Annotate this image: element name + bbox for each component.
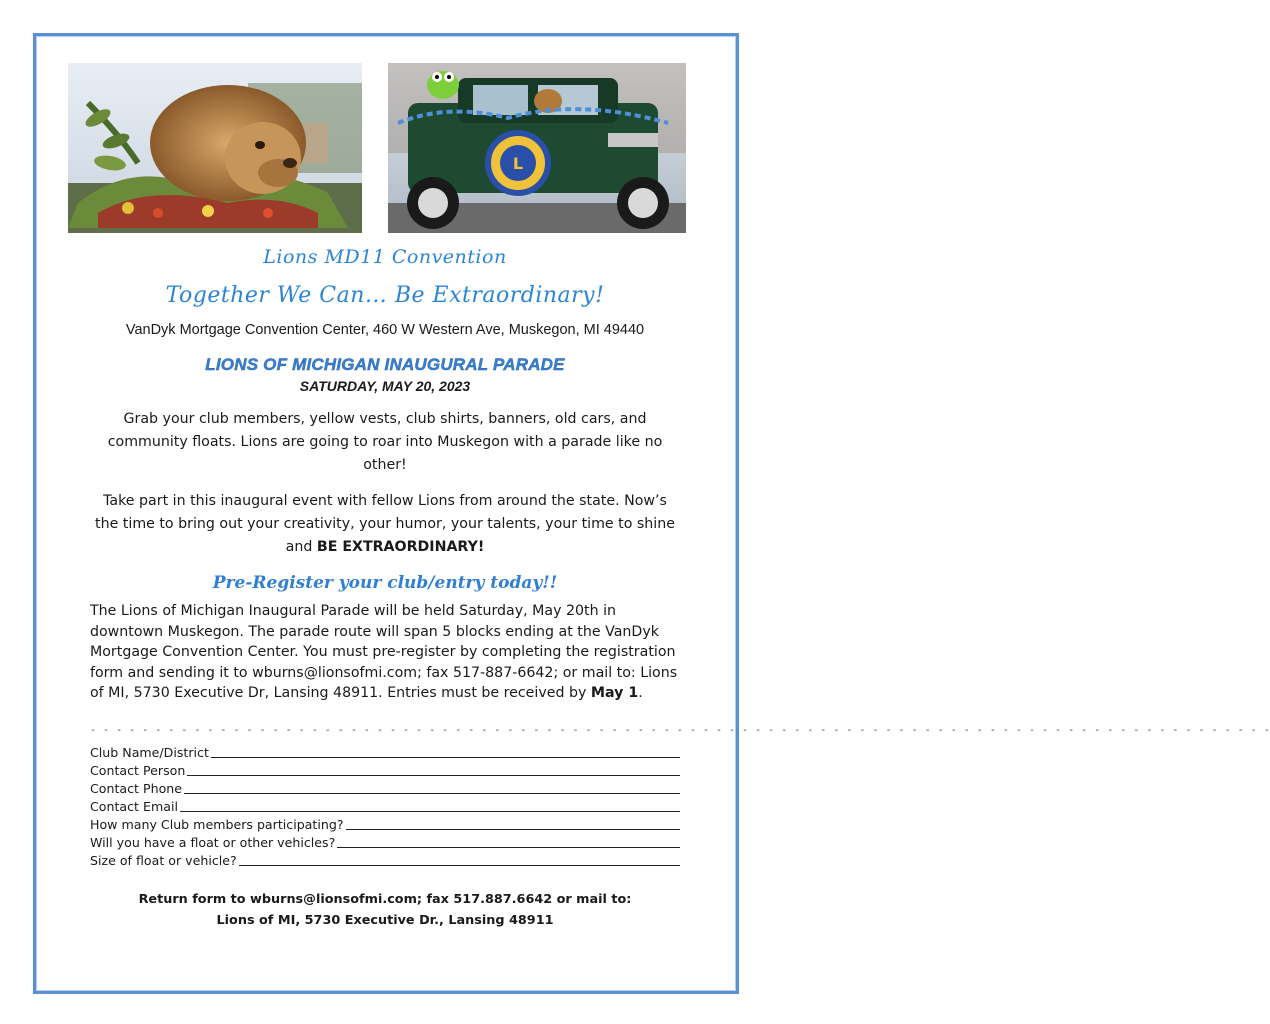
event-title: LIONS OF MICHIGAN INAUGURAL PARADE [205, 355, 565, 374]
form-blank-contact-person[interactable] [187, 763, 680, 776]
return-instructions [0, 889, 770, 931]
tagline: Together We Can… Be Extraordinary! [165, 283, 605, 308]
convention-title: Lions MD11 Convention [263, 246, 507, 268]
event-date: SATURDAY, MAY 20, 2023 [299, 378, 471, 394]
registration-details [90, 601, 685, 704]
form-label-members-count: How many Club members participating? [90, 817, 344, 832]
form-label-vehicles: Will you have a float or other vehicles? [90, 835, 336, 850]
registration-text: The Lions of Michigan Inaugural Parade will be held Saturday, May 20th in downtown Muskegon. The parade route will span 5 blocks ending at the VanDyk Mortgage Convention Center. You must pre-register by completing the registration form and sending it to wburns@lionsofmi.com; fax 517-887-6642; or mail to: Lions of MI, 5730 Executive Dr, Lansing 48911. Entries must be received by [90, 603, 678, 701]
form-label-vehicle-size: Size of float or vehicle? [90, 853, 237, 868]
form-blank-vehicles[interactable] [337, 835, 680, 848]
form-blank-contact-email[interactable] [180, 799, 680, 812]
form-row-vehicle-size[interactable] [90, 850, 680, 868]
be-extraordinary-emphasis: BE EXTRAORDINARY! [316, 539, 485, 555]
form-row-contact-phone[interactable] [90, 778, 680, 796]
intro-paragraph-2-text: Take part in this inaugural event with fellow Lions from around the state. Now’s the time to bring out your creativity, your humor, your talents, your time to shine and [95, 493, 675, 555]
form-row-members-count[interactable] [90, 814, 680, 832]
svg-text:L: L [512, 154, 524, 173]
lion-float-photo [68, 63, 362, 233]
form-label-contact-person: Contact Person [90, 763, 186, 778]
form-label-contact-phone: Contact Phone [90, 781, 183, 796]
venue-line [0, 322, 770, 338]
form-blank-club-name[interactable] [211, 745, 680, 758]
venue-address: 460 W Western Ave, Muskegon, MI 49440 [369, 322, 645, 338]
preregister-heading: Pre-Register your club/entry today!! [212, 573, 558, 593]
form-label-club-name: Club Name/District [90, 745, 209, 760]
registration-form [90, 742, 680, 868]
form-blank-contact-phone[interactable] [184, 781, 680, 794]
intro-paragraph-1: Grab your club members, yellow vests, club shirts, banners, old cars, and community floats. Lions are going to roar into Muskegon with a parade like no other! [107, 411, 663, 473]
deadline-date: May 1 [590, 685, 639, 701]
intro-paragraph-2 [95, 490, 675, 559]
cut-line-divider: - - - - - - - - - - - - - - - - - - - - - - - - - - - - - - - - - - - - - - - - - - - - - - - - - - - - - - - - - - - - - - - - - - - - - - - - - - - - - - - - - - - - - - - - - - - [90, 725, 1270, 736]
form-row-contact-person[interactable] [90, 760, 680, 778]
form-row-club-name[interactable] [90, 742, 680, 760]
form-label-contact-email: Contact Email [90, 799, 178, 814]
form-blank-members-count[interactable] [346, 817, 681, 830]
registration-text-end: . [638, 685, 643, 701]
form-blank-vehicle-size[interactable] [239, 853, 680, 866]
return-line-1: Return form to wburns@lionsofmi.com; fax 517.887.6642 or mail to: [138, 892, 632, 907]
form-row-vehicles[interactable] [90, 832, 680, 850]
vintage-car-photo [388, 63, 686, 233]
return-line-2: Lions of MI, 5730 Executive Dr., Lansing 48911 [216, 913, 554, 928]
venue-name: VanDyk Mortgage Convention Center, [125, 322, 370, 338]
form-row-contact-email[interactable] [90, 796, 680, 814]
